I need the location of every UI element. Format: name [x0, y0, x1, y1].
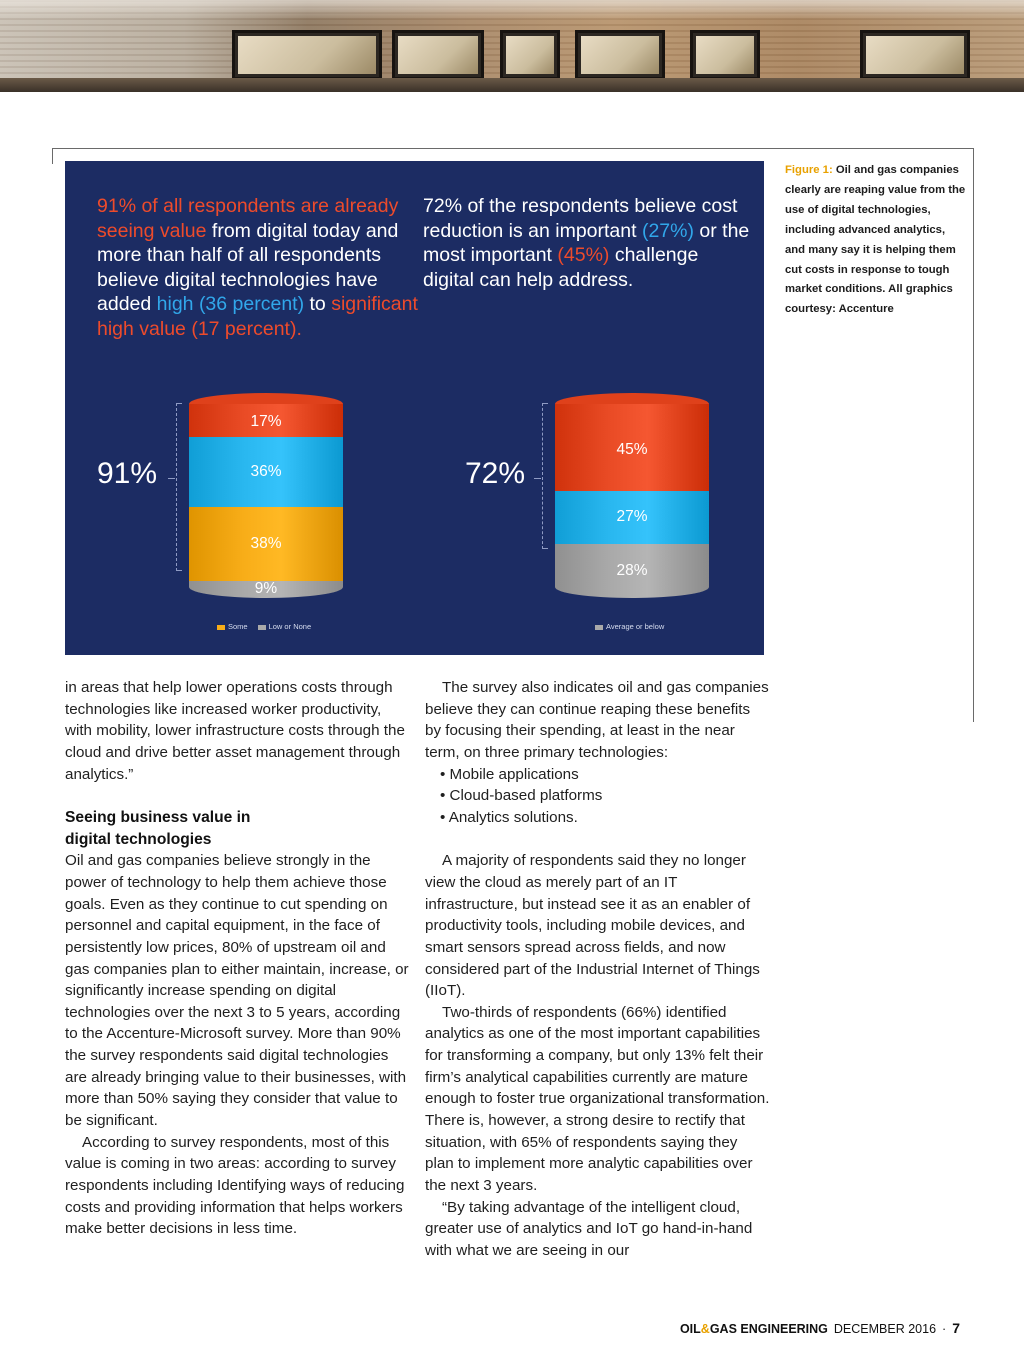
right-segment-label: 45% — [616, 440, 648, 458]
paragraph: Oil and gas companies believe strongly in the power of technology to help them achieve those goals. Even as they continue to cut spending on personnel and capital equipment, in the face of persistently low prices, 80% of upstream oil and gas companies plan to either maintain, increase, or significantly increase spending on digital technologies over the next 3 to 5 years, according to the Accenture-Microsoft survey. More than 90% the survey respondents said digital technologies are already bringing value to their businesses, with more than 50% saying they consider that value to be significant. — [65, 852, 409, 1130]
left-segment-label: 17% — [250, 413, 282, 431]
right-claim-45: (45%) — [557, 244, 610, 267]
caption-text: Oil and gas companies clearly are reaping value from the use of digital technologies, including advanced analytics, and many say it is helping them cut costs in response to tough market conditions. All graphics courtesy: Accenture — [785, 164, 966, 316]
wall-painting — [500, 30, 560, 80]
left-claim-high: high (36 percent) — [156, 293, 305, 316]
right-total: 72% — [465, 457, 526, 490]
right-claim-text: 72% of the respondents believe cost reduction is an important — [423, 195, 738, 242]
left-claim — [97, 194, 427, 342]
figure-caption — [785, 161, 967, 320]
left-legend — [217, 622, 311, 631]
left-claim-to: to — [304, 293, 332, 316]
left-bracket — [176, 403, 177, 571]
paragraph: The survey also indicates oil and gas companies believe they can continue reaping these benefits by focusing their spending, at least in the near term, on three primary technologies: — [425, 679, 769, 761]
left-legend-item: Some — [217, 622, 248, 631]
left-segment-label: 36% — [250, 462, 282, 480]
bullet-item: • Mobile applications — [440, 765, 579, 783]
right-bracket-tick — [534, 478, 541, 479]
right-segment-label: 27% — [616, 508, 648, 526]
section-subhead: Seeing business value in digital technologies — [65, 808, 251, 848]
paragraph: “By taking advantage of the intelligent cloud, greater use of analytics and IoT go hand-in-hand with what we are seeing in our — [425, 1198, 753, 1260]
bullet-item: • Cloud-based platforms — [440, 787, 603, 805]
right-stacked-cylinder — [555, 393, 709, 609]
left-legend-swatch — [217, 625, 225, 630]
floor-strip — [0, 78, 1024, 92]
figure-border — [52, 148, 974, 149]
page-footer — [680, 1320, 960, 1336]
caption-lead: Figure 1: — [785, 164, 833, 176]
wall-painting — [690, 30, 760, 80]
right-legend-swatch — [595, 625, 603, 630]
page-number: 7 — [952, 1320, 960, 1336]
wall-painting — [860, 30, 970, 80]
left-total: 91% — [97, 457, 158, 490]
paragraph: in areas that help lower operations costs through technologies like increased worker productivity, with mobility, lower infrastructure costs through the cloud and drive better asset management through analytics.” — [65, 679, 405, 783]
right-claim — [423, 194, 753, 292]
wall-painting — [575, 30, 665, 80]
right-claim-text-3: challenge digital can help address. — [423, 244, 699, 291]
right-bracket — [542, 403, 543, 549]
left-bracket-tick — [168, 478, 175, 479]
wall-painting — [392, 30, 484, 80]
left-claim-significant: significant high value (17 percent). — [97, 293, 418, 340]
article-column-left — [65, 677, 410, 1240]
infographic — [65, 161, 764, 655]
left-legend-swatch — [258, 625, 266, 630]
left-segment-label: 38% — [250, 534, 282, 552]
paragraph: A majority of respondents said they no longer view the cloud as merely part of an IT infrastructure, but instead see it as an enabler of productivity tools, including mobile devices, and smart sensors spread across fields, and now considered part of the Industrial Internet of Things (IIoT). — [425, 852, 760, 1000]
right-legend — [595, 622, 664, 631]
ceiling-light — [0, 0, 1024, 20]
wall-painting — [232, 30, 382, 80]
right-legend-item: Average or below — [595, 622, 664, 631]
footer-separator: · — [942, 1322, 947, 1336]
left-claim-highlight: 91% of all respondents are already seeing value — [97, 195, 399, 242]
paragraph: Two-thirds of respondents (66%) identified analytics as one of the most important capabilities for transforming a company, but only 13% felt their firm’s analytical capabilities currently are mature enough to foster true organizational transformation. There is, however, a strong desire to rectify that situation, with 65% of respondents saying they plan to implement more analytic capabilities over the next 3 years. — [425, 1003, 770, 1195]
header-photo — [0, 0, 1024, 92]
figure-border — [52, 148, 53, 164]
left-legend-item: Low or None — [258, 622, 312, 631]
figure-border — [973, 148, 974, 722]
paragraph: According to survey respondents, most of this value is coming in two areas: according to survey respondents including Identifying ways of reducing costs and providing information that helps workers make better decisions in less time. — [65, 1133, 405, 1238]
right-claim-text-2: or the most important — [423, 219, 750, 267]
bullet-item: • Analytics solutions. — [440, 808, 578, 826]
left-stacked-cylinder — [189, 393, 343, 609]
magazine-brand: OIL&GAS ENGINEERING — [679, 1322, 828, 1336]
right-segment-label: 28% — [616, 561, 648, 579]
right-claim-27: (27%) — [641, 219, 694, 242]
issue-date: DECEMBER 2016 — [833, 1322, 937, 1336]
left-claim-text: from digital today and more than half of all respondents believe digital technologies have added — [97, 219, 399, 316]
article-column-right — [425, 677, 770, 1262]
left-segment-label: 9% — [254, 580, 278, 598]
